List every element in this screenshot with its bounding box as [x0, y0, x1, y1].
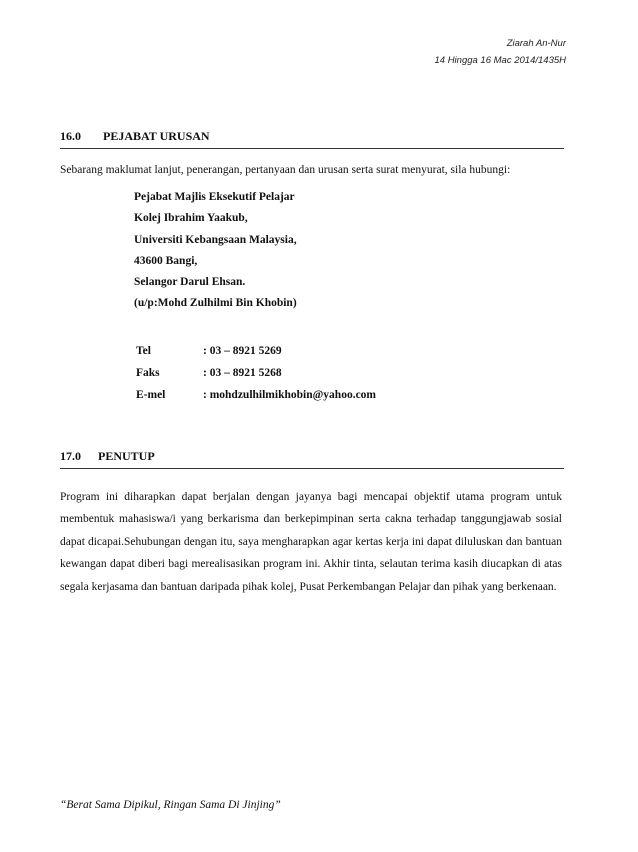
header-title: Ziarah An-Nur [506, 38, 566, 49]
contact-row-fax [136, 362, 376, 384]
contact-label: E-mel [136, 389, 166, 401]
section-16-number: 16.0 [60, 129, 81, 143]
section-16-title: PEJABAT URUSAN [103, 129, 210, 143]
contact-value: : 03 – 8921 5269 [203, 345, 282, 357]
contact-value: : mohdzulhilmikhobin@yahoo.com [203, 389, 377, 401]
address-line: 43600 Bangi, [134, 254, 198, 267]
address-line: Kolej Ibrahim Yaakub, [134, 212, 248, 225]
address-line: (u/p:Mohd Zulhilmi Bin Khobin) [134, 297, 297, 310]
section-16-heading [60, 129, 564, 149]
section-17-number: 17.0 [60, 449, 81, 463]
address-block [134, 187, 297, 315]
header-date: 14 Hingga 16 Mac 2014/1435H [434, 55, 566, 66]
address-line: Universiti Kebangsaan Malaysia, [134, 233, 297, 246]
contact-value: : 03 – 8921 5268 [203, 367, 282, 379]
section-17-heading [60, 449, 564, 469]
contact-row-email [136, 384, 376, 406]
page-header [434, 35, 566, 69]
contact-table [136, 340, 376, 406]
section-17-paragraph: Program ini diharapkan dapat berjalan dengan jayanya bagi mencapai objektif utama program untuk membentuk mahasiswa/i yang berkarisma dan berkepimpinan serta cakna terhadap tanggungjawab sosial dapat dicapai.Sehubungan dengan itu, saya mengharapkan agar kertas kerja ini dapat diluluskan dan bantuan kewangan dapat diberi bagi merealisasikan program ini. Akhir tinta, selautan terima kasih diucapkan di atas segala kerjasama dan bantuan daripada pihak kolej, Pusat Perkembangan Pelajar dan pihak yang berkenaan. [60, 491, 562, 593]
contact-label: Faks [136, 367, 160, 379]
address-line: Pejabat Majlis Eksekutif Pelajar [134, 191, 295, 203]
footer-motto: “Berat Sama Dipikul, Ringan Sama Di Jinjing” [60, 799, 281, 811]
contact-row-tel [136, 340, 376, 362]
section-17-title: PENUTUP [98, 449, 155, 463]
address-line: Selangor Darul Ehsan. [134, 276, 246, 289]
contact-label: Tel [136, 345, 151, 357]
section-16-intro: Sebarang maklumat lanjut, penerangan, pertanyaan dan urusan serta surat menyurat, sila hubungi: [60, 164, 511, 176]
